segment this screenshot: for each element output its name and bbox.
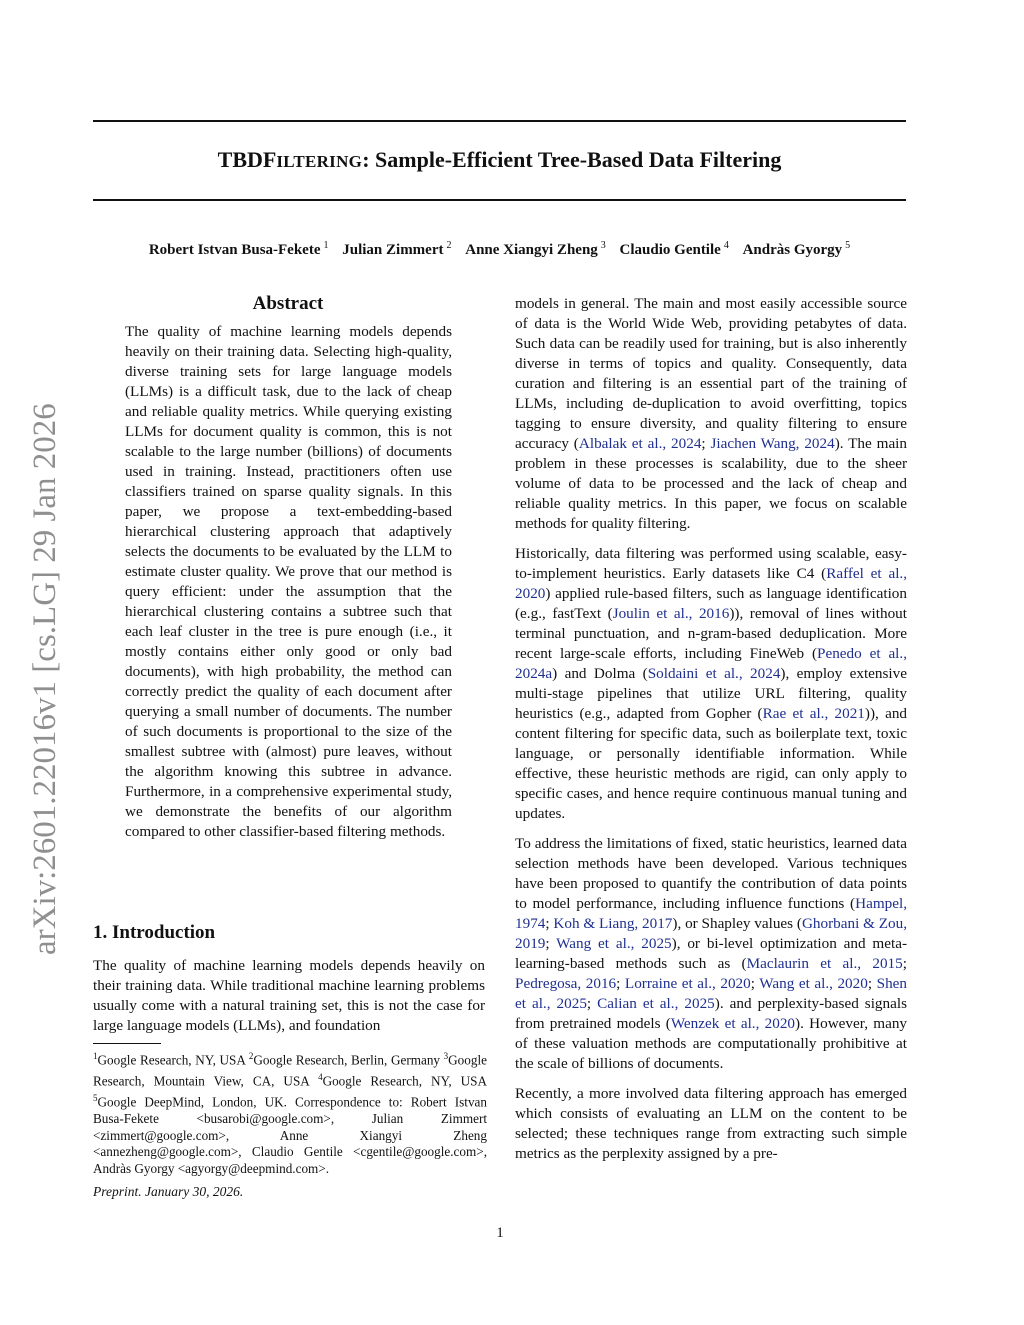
- author-name: Anne Xiangyi Zheng: [465, 242, 598, 258]
- author: [465, 242, 606, 258]
- abstract-text: The quality of machine learning models depends heavily on their training data. Selecting high-quality, diverse training sets for large language models (LLMs) is a difficult task, due to the lack of cheap and reliable quality metrics. While querying existing LLMs for document quality is common, this is not scalable to the large number (billions) of documents used in training. Instead, practitioners often use classifiers trained on sparse quality signals. In this paper, we propose a text-embedding-based hierarchical clustering approach that adaptively selects the documents to be evaluated by the LLM to estimate cluster quality. We prove that our method is query efficient: under the assumption that the hierarchical clustering contains a subtree such that each leaf cluster in the tree is pure enough (i.e., it mostly contains either only good or only bad documents), with high probability, the method can correctly predict the quality of each document after querying a small number of documents. The number of such documents is proportional to the size of the smallest subtree with (almost) pure leaves, without the algorithm knowing this subtree in advance. Furthermore, in a comprehensive experimental study, we demonstrate the benefits of our algorithm compared to other classifier-based filtering methods.: [125, 323, 452, 840]
- abstract-heading: Abstract: [252, 293, 324, 314]
- citation-link[interactable]: Albalak et al., 2024: [578, 435, 702, 452]
- citation-link[interactable]: Pedregosa, 2016: [515, 975, 617, 992]
- author-affiliation: 1: [323, 240, 329, 251]
- body-text: ). and perplexity-based signals from pretrained models (: [515, 995, 907, 1032]
- body-text: ;: [545, 915, 554, 932]
- body-paragraph: [515, 834, 907, 1074]
- citation-link[interactable]: Ghorbani & Zou, 2019: [515, 915, 907, 952]
- body-text: ), or bi-level optimization and meta-learning-based methods such as (: [515, 935, 908, 972]
- body-text: Historically, data filtering was performed using scalable, easy-to-implement heuristics. Early datasets like C4 (: [515, 545, 907, 582]
- footnote-marker: 2: [248, 1051, 254, 1061]
- body-text: ) and Dolma (: [552, 665, 648, 682]
- arxiv-identifier-stamp[interactable]: arXiv:2601.22016v1 [cs.LG] 29 Jan 2026: [27, 403, 63, 955]
- body-paragraph: [515, 1084, 907, 1164]
- body-text: ;: [867, 975, 877, 992]
- body-paragraph: [515, 544, 907, 824]
- right-column: [515, 294, 907, 1164]
- section-heading-introduction: 1. Introduction: [93, 922, 216, 943]
- footnote-marker: 4: [318, 1071, 323, 1082]
- title-prefix: TBDF: [217, 147, 277, 172]
- footnote-text: Google Research, Mountain View, CA, USA: [93, 1052, 487, 1089]
- citation-link[interactable]: Hampel, 1974: [515, 895, 907, 932]
- footnote-marker: 1: [93, 1051, 98, 1061]
- citation-link[interactable]: Rae et al., 2021: [762, 705, 865, 722]
- citation-link[interactable]: Jiachen Wang, 2024: [710, 435, 835, 452]
- affiliation-footnote: [93, 1048, 487, 1177]
- citation-link[interactable]: Wang et al., 2020: [759, 975, 868, 992]
- author-name: Andràs Gyorgy: [742, 242, 843, 258]
- author-name: Robert Istvan Busa-Fekete: [148, 242, 321, 258]
- footnote-text: Google DeepMind, London, UK. Correspondence to: Robert Istvan Busa-Fekete <busarobi@google.com>, Julian Zimmert <zimmert@google.com>, Anne Xiangyi Zheng <annezheng@google.com>, Claudio Gentile <cgentile@google.com>, Andràs Gyorgy <agyorgy@deepmind.com>.: [93, 1094, 487, 1176]
- author: [620, 242, 729, 258]
- footnote-marker: 5: [93, 1092, 98, 1103]
- preprint-note: Preprint. January 30, 2026.: [93, 1184, 244, 1199]
- author-name: Julian Zimmert: [342, 242, 444, 258]
- citation-link[interactable]: Maclaurin et al., 2015: [746, 955, 903, 972]
- footnote-text: Google Research, Berlin, Germany: [253, 1052, 444, 1068]
- citation-link[interactable]: Wang et al., 2025: [556, 935, 672, 952]
- introduction-paragraph: The quality of machine learning models depends heavily on their training data. While traditional machine learning problems usually come with a natural training set, this is not the case for large language models (LLMs), and foundation: [93, 957, 485, 1034]
- page-number: 1: [496, 1225, 504, 1241]
- footnote-text: Google Research, NY, USA: [97, 1052, 249, 1068]
- top-rule: [93, 120, 906, 122]
- title-smallcaps: ILTERING: [276, 152, 363, 171]
- citation-link[interactable]: Wenzek et al., 2020: [670, 1015, 796, 1032]
- footnote-rule: [93, 1043, 161, 1044]
- body-text: ;: [902, 955, 907, 972]
- footnote-marker: 3: [443, 1051, 449, 1061]
- body-text: ). However, many of these valuation methods are computationally prohibitive at the scale of billions of documents.: [515, 1015, 908, 1072]
- author: [342, 242, 451, 258]
- title-rest: : Sample-Efficient Tree-Based Data Filtering: [362, 147, 782, 172]
- paper-title: [93, 145, 906, 177]
- citation-link[interactable]: Raffel et al., 2020: [515, 565, 908, 602]
- author-affiliation: 4: [723, 240, 729, 251]
- body-text: )), and content filtering for specific data, such as boilerplate text, toxic language, or personally identifiable information. While effective, these heuristic methods are rigid, can only apply to specific cases, and hence require continuous manual tuning and updates.: [515, 705, 908, 822]
- citation-link[interactable]: Koh & Liang, 2017: [553, 915, 673, 932]
- author-affiliation: 5: [845, 240, 851, 251]
- body-text: ). The main problem in these processes is scalability, due to the sheer volume of data to be processed and the lack of cheap and reliable quality metrics. In this paper, we focus on scalable methods for quality filtering.: [515, 435, 907, 532]
- body-paragraph: [515, 294, 907, 534]
- author: [743, 242, 851, 258]
- body-text: To address the limitations of fixed, static heuristics, learned data selection methods have been developed. Various techniques have been proposed to quantify the contribution of data points to model performance, including influence functions (: [515, 835, 907, 912]
- body-text: models in general. The main and most easily accessible source of data is the World Wide Web, providing petabytes of data. Such data can be readily used for training, but is also inherently diverse in terms of topics and quality. Consequently, data curation and filtering is an essential part of the training of LLMs, including de-duplication to avoid overfitting, topics tagging to ensure diversity, and quality filtering to ensure accuracy (: [515, 295, 907, 452]
- body-text: )), removal of lines without terminal punctuation, and n-gram-based deduplication. More recent large-scale efforts, including FineWeb (: [515, 605, 907, 662]
- citation-link[interactable]: Lorraine et al., 2020: [624, 975, 751, 992]
- body-text: Recently, a more involved data filtering approach has emerged which consists of evaluating an LLM on the content to be selected; these techniques range from extracting such simple metrics as the perplexity assigned by a pre-: [515, 1085, 907, 1162]
- author: [149, 242, 329, 258]
- citation-link[interactable]: Joulin et al., 2016: [612, 605, 730, 622]
- body-text: ;: [616, 975, 625, 992]
- body-text: ;: [701, 435, 711, 452]
- author-affiliation: 2: [446, 240, 452, 251]
- citation-link[interactable]: Soldaini et al., 2024: [647, 665, 781, 682]
- author-name: Claudio Gentile: [619, 242, 721, 258]
- citation-link[interactable]: Penedo et al., 2024a: [515, 645, 907, 682]
- author-affiliation: 3: [600, 240, 606, 251]
- title-bottom-rule: [93, 199, 906, 201]
- body-text: ;: [586, 995, 598, 1012]
- body-text: ), or Shapley values (: [672, 915, 802, 932]
- body-text: ;: [545, 935, 557, 952]
- footnote-text: Google Research, NY, USA: [322, 1073, 487, 1089]
- author-list: [93, 236, 906, 260]
- body-text: ) applied rule-based filters, such as language identification (e.g., fastText (: [515, 585, 907, 622]
- body-text: ;: [750, 975, 760, 992]
- citation-link[interactable]: Calian et al., 2025: [597, 995, 715, 1012]
- citation-link[interactable]: Shen et al., 2025: [515, 975, 907, 1012]
- body-text: ), employ extensive multi-stage pipelines that utilize URL filtering, quality heuristics (e.g., adapted from Gopher (: [515, 665, 907, 722]
